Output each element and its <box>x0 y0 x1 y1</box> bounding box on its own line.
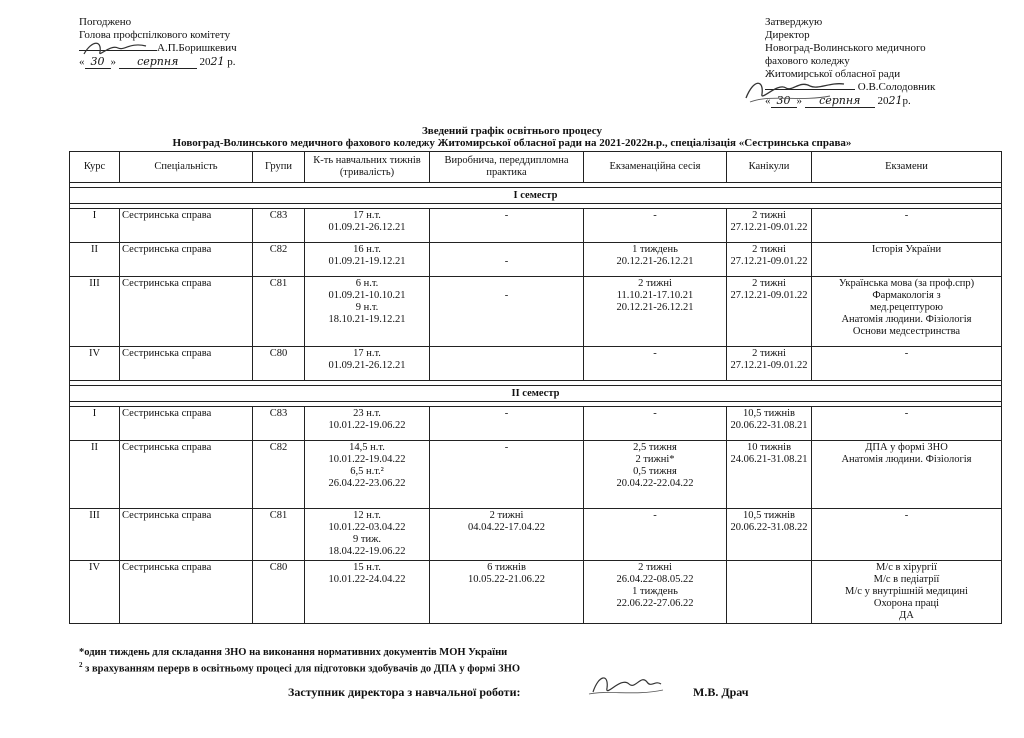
holidays-cell-line: 27.12.21-09.01.22 <box>730 256 808 267</box>
practice-cell <box>430 407 584 441</box>
col-header-groups: Групи <box>253 152 305 183</box>
confirm-date: « 30 » серпня 2021р. <box>765 94 911 107</box>
table-row <box>70 561 1002 624</box>
practice-cell <box>430 561 584 624</box>
session-cell-line: - <box>653 210 657 221</box>
table-row <box>70 243 1002 277</box>
weeks-cell-line: 18.10.21-19.12.21 <box>328 314 406 325</box>
group-cell: С83 <box>253 407 305 441</box>
practice-cell-line: 6 тижнів <box>487 562 526 573</box>
confirm-org-line3: Житомирської обласної ради <box>765 68 901 80</box>
col-header-practice: Виробнича, переддипломна практика <box>430 152 584 183</box>
specialty-cell: Сестринська справа <box>120 561 253 624</box>
session-cell-line: 2 тижні <box>638 562 672 573</box>
course-cell: III <box>70 277 120 347</box>
footnote-2-text: з врахуванням перерв в освітньому процесі для підготовки здобувачів до ДПА у формі ЗНО <box>82 663 521 675</box>
course-cell: IV <box>70 347 120 381</box>
holidays-cell <box>727 561 812 624</box>
weeks-cell-line: 10.01.22-24.04.22 <box>328 574 406 585</box>
practice-cell <box>430 441 584 509</box>
weeks-cell-line: 10.01.22-19.06.22 <box>328 420 406 431</box>
col-header-specialty: Спеціальність <box>120 152 253 183</box>
exams-cell-line: - <box>904 348 909 359</box>
weeks-cell <box>305 561 430 624</box>
practice-cell <box>430 209 584 243</box>
holidays-cell-line: 2 тижні <box>752 244 786 255</box>
practice-cell-line <box>432 348 581 360</box>
exams-cell <box>812 209 1002 243</box>
group-cell: С83 <box>253 209 305 243</box>
group-cell: С81 <box>253 509 305 561</box>
specialty-cell: Сестринська справа <box>120 441 253 509</box>
director-signature-stamp <box>740 72 850 108</box>
col-header-course: Курс <box>70 152 120 183</box>
table-row <box>70 209 1002 243</box>
specialty-cell: Сестринська справа <box>120 509 253 561</box>
holidays-cell-line: 10 тижнів <box>746 442 792 453</box>
table-row <box>70 441 1002 509</box>
approval-date-tail: р. <box>227 56 236 68</box>
group-cell: С80 <box>253 347 305 381</box>
holidays-cell-line: 24.06.21-31.08.21 <box>730 454 808 465</box>
session-cell-line: 11.10.21-17.10.21 <box>616 290 694 301</box>
exams-cell <box>812 561 1002 624</box>
practice-cell-line <box>432 278 581 290</box>
confirm-org-line2: фахового коледжу <box>765 55 850 67</box>
semester-label: I семестр <box>70 188 1002 204</box>
session-cell-line: - <box>653 510 657 521</box>
practice-cell-line: - <box>504 290 509 301</box>
specialty-cell: Сестринська справа <box>120 277 253 347</box>
exams-cell <box>812 277 1002 347</box>
weeks-cell-line: 01.09.21-19.12.21 <box>328 256 406 267</box>
approval-signature <box>80 36 150 60</box>
deputy-signature <box>585 668 665 702</box>
weeks-cell-line: 26.04.22-23.06.22 <box>328 478 406 489</box>
course-cell: II <box>70 441 120 509</box>
session-cell-line: 2 тижні* <box>635 454 675 465</box>
session-cell <box>584 347 727 381</box>
semester-label: II семестр <box>70 386 1002 402</box>
practice-cell-line: - <box>504 256 509 267</box>
weeks-cell-line: 12 н.т. <box>353 510 381 521</box>
footer-role: Заступник директора з навчальної роботи: <box>288 685 521 699</box>
session-cell-line: 26.04.22-08.05.22 <box>616 574 694 585</box>
weeks-cell-line: 10.01.22-19.04.22 <box>328 454 406 465</box>
holidays-cell <box>727 243 812 277</box>
footnote-2-marker: 2 <box>79 661 83 669</box>
session-cell-line: 20.04.22-22.04.22 <box>616 478 694 489</box>
weeks-cell <box>305 441 430 509</box>
weeks-cell-line: 01.09.21-10.10.21 <box>328 290 406 301</box>
weeks-cell <box>305 347 430 381</box>
session-cell <box>584 561 727 624</box>
document-title: Зведений графік освітнього процесу <box>421 125 603 137</box>
table-header-row <box>70 152 1002 183</box>
exams-cell <box>812 509 1002 561</box>
weeks-cell-line: 9 н.т. <box>355 302 379 313</box>
session-cell-line: 20.12.21-26.12.21 <box>616 302 694 313</box>
approval-date-year-suffix: 21 <box>210 55 225 68</box>
exams-cell-line: - <box>904 210 909 221</box>
table-row <box>70 407 1002 441</box>
exams-cell-line: М/с в педіатрії <box>873 574 940 585</box>
exams-cell-line: Фармакологія з <box>872 290 941 301</box>
weeks-cell <box>305 277 430 347</box>
schedule-table <box>69 151 1002 624</box>
approval-date-day: 30 <box>85 55 111 69</box>
holidays-cell-line: 2 тижні <box>752 210 786 221</box>
practice-cell-line <box>432 244 581 256</box>
approval-position: Голова профспілкового комітету <box>79 29 231 41</box>
exams-cell-line: Українська мова (за проф.спр) <box>838 278 975 289</box>
weeks-cell <box>305 407 430 441</box>
approval-date-year-prefix: 20 <box>199 56 211 68</box>
exams-cell-line: М/с в хірургії <box>875 562 938 573</box>
session-cell <box>584 407 727 441</box>
weeks-cell-line: 10.01.22-03.04.22 <box>328 522 406 533</box>
session-cell-line: 1 тиждень <box>632 244 678 255</box>
holidays-cell-line: 2 тижні <box>752 278 786 289</box>
footnote-1: *один тиждень для складання ЗНО на виконання нормативних документів МОН України <box>79 647 508 658</box>
weeks-cell-line: 23 н.т. <box>353 408 381 419</box>
col-header-exams: Екзамени <box>812 152 1002 183</box>
approval-date-month: серпня <box>119 55 197 69</box>
course-cell: IV <box>70 561 120 624</box>
weeks-cell <box>305 509 430 561</box>
practice-cell-line: - <box>504 408 509 419</box>
weeks-cell-line: 6,5 н.т.² <box>350 466 384 477</box>
session-cell-line: 22.06.22-27.06.22 <box>616 598 694 609</box>
holidays-cell-line <box>729 562 809 574</box>
specialty-cell: Сестринська справа <box>120 209 253 243</box>
session-cell <box>584 243 727 277</box>
weeks-cell-line: 15 н.т. <box>353 562 381 573</box>
footnotes <box>79 646 520 676</box>
footnote-2 <box>79 659 520 676</box>
weeks-cell-line: 17 н.т. <box>353 210 381 221</box>
group-cell: С80 <box>253 561 305 624</box>
specialty-cell: Сестринська справа <box>120 407 253 441</box>
weeks-cell-line: 16 н.т. <box>353 244 381 255</box>
approval-label: Погоджено <box>79 16 132 28</box>
holidays-cell-line: 27.12.21-09.01.22 <box>730 222 808 233</box>
weeks-cell-line: 17 н.т. <box>353 348 381 359</box>
session-cell <box>584 277 727 347</box>
confirm-date-month: серпня <box>805 94 875 108</box>
exams-cell <box>812 407 1002 441</box>
exams-cell-line: мед.рецептурою <box>870 302 943 313</box>
holidays-cell <box>727 441 812 509</box>
holidays-cell <box>727 347 812 381</box>
exams-cell-line: ДА <box>899 610 914 621</box>
confirm-signer-name: О.В.Солодовник <box>857 81 936 93</box>
exams-cell-line: Анатомія людини. Фізіологія <box>841 314 972 325</box>
holidays-cell-line: 2 тижні <box>752 348 786 359</box>
weeks-cell-line: 9 тиж. <box>353 534 381 545</box>
col-header-session: Екзаменаційна сесія <box>584 152 727 183</box>
specialty-cell: Сестринська справа <box>120 347 253 381</box>
confirm-position: Директор <box>765 29 810 41</box>
practice-cell-line: 04.04.22-17.04.22 <box>468 522 545 533</box>
confirm-label: Затверджую <box>765 16 823 28</box>
exams-cell <box>812 243 1002 277</box>
practice-cell <box>430 347 584 381</box>
weeks-cell-line: 6 н.т. <box>355 278 379 289</box>
weeks-cell-line: 01.09.21-26.12.21 <box>328 360 406 371</box>
confirm-date-tail: р. <box>902 95 911 107</box>
group-cell: С82 <box>253 441 305 509</box>
holidays-cell <box>727 209 812 243</box>
weeks-cell-line: 01.09.21-26.12.21 <box>328 222 406 233</box>
table-row <box>70 277 1002 347</box>
practice-cell-line: - <box>504 210 509 221</box>
holidays-cell-line: 10,5 тижнів <box>743 510 795 521</box>
approval-signer-name: А.П.Боришкевич <box>157 42 237 54</box>
exams-cell <box>812 347 1002 381</box>
exams-cell-line: Основи медсестринства <box>852 326 961 337</box>
exams-cell-line: Охорона праці <box>873 598 940 609</box>
specialty-cell: Сестринська справа <box>120 243 253 277</box>
exams-cell-line: Анатомія людини. Фізіологія <box>841 454 972 465</box>
practice-cell-line: 2 тижні <box>489 510 524 521</box>
table-row <box>70 509 1002 561</box>
exams-cell-line: ДПА у формі ЗНО <box>865 442 948 453</box>
weeks-cell-line: 14,5 н.т. <box>349 442 385 453</box>
practice-cell-line: - <box>504 442 509 453</box>
semester-row <box>70 386 1002 402</box>
group-cell: С81 <box>253 277 305 347</box>
holidays-cell-line: 10,5 тижнів <box>743 408 795 419</box>
holidays-cell <box>727 277 812 347</box>
confirm-date-year-prefix: 20 <box>877 95 889 107</box>
session-cell-line: - <box>653 348 657 359</box>
session-cell <box>584 209 727 243</box>
confirm-date-year-suffix: 21 <box>888 94 903 107</box>
course-cell: I <box>70 407 120 441</box>
exams-cell-line: Історія України <box>871 244 942 255</box>
practice-cell-line: 10.05.22-21.06.22 <box>468 574 545 585</box>
session-cell-line: 2,5 тижня <box>633 442 677 453</box>
exams-cell-line: - <box>904 510 909 521</box>
practice-cell <box>430 277 584 347</box>
holidays-cell-line: 20.06.22-31.08.21 <box>730 420 808 431</box>
exams-cell <box>812 441 1002 509</box>
session-cell-line: 2 тижні <box>638 278 672 289</box>
course-cell: III <box>70 509 120 561</box>
course-cell: I <box>70 209 120 243</box>
confirm-org-line1: Новоград-Волинського медичного <box>765 42 926 54</box>
session-cell-line: 1 тиждень <box>632 586 678 597</box>
table-row <box>70 347 1002 381</box>
approval-date: « 30 » серпня 2021 р. <box>79 55 236 68</box>
exams-cell-line: М/с у внутрішній медицині <box>845 586 968 597</box>
footer-name: М.В. Драч <box>693 685 749 699</box>
holidays-cell-line: 27.12.21-09.01.22 <box>730 360 808 371</box>
practice-cell <box>430 243 584 277</box>
weeks-cell-line: 18.04.22-19.06.22 <box>328 546 406 557</box>
session-cell-line: 20.12.21-26.12.21 <box>616 256 694 267</box>
session-cell-line: - <box>653 408 657 419</box>
session-cell-line: 0,5 тижня <box>633 466 677 477</box>
table-body <box>70 183 1002 624</box>
semester-row <box>70 188 1002 204</box>
holidays-cell <box>727 509 812 561</box>
holidays-cell-line: 27.12.21-09.01.22 <box>730 290 808 301</box>
holidays-cell <box>727 407 812 441</box>
course-cell: II <box>70 243 120 277</box>
exams-cell-line: - <box>904 408 909 419</box>
group-cell: С82 <box>253 243 305 277</box>
weeks-cell <box>305 243 430 277</box>
col-header-holidays: Канікули <box>727 152 812 183</box>
confirm-date-day: 30 <box>771 94 797 108</box>
practice-cell <box>430 509 584 561</box>
document-subtitle: Новоград-Волинського медичного фахового коледжу Житомирської обласної ради на 2021-2022н.р., спеціалізація «Сестринська справа» <box>172 137 852 149</box>
weeks-cell <box>305 209 430 243</box>
col-header-weeks: К-ть навчальних тижнів (тривалість) <box>305 152 430 183</box>
session-cell <box>584 441 727 509</box>
session-cell <box>584 509 727 561</box>
holidays-cell-line: 20.06.22-31.08.22 <box>730 522 808 533</box>
